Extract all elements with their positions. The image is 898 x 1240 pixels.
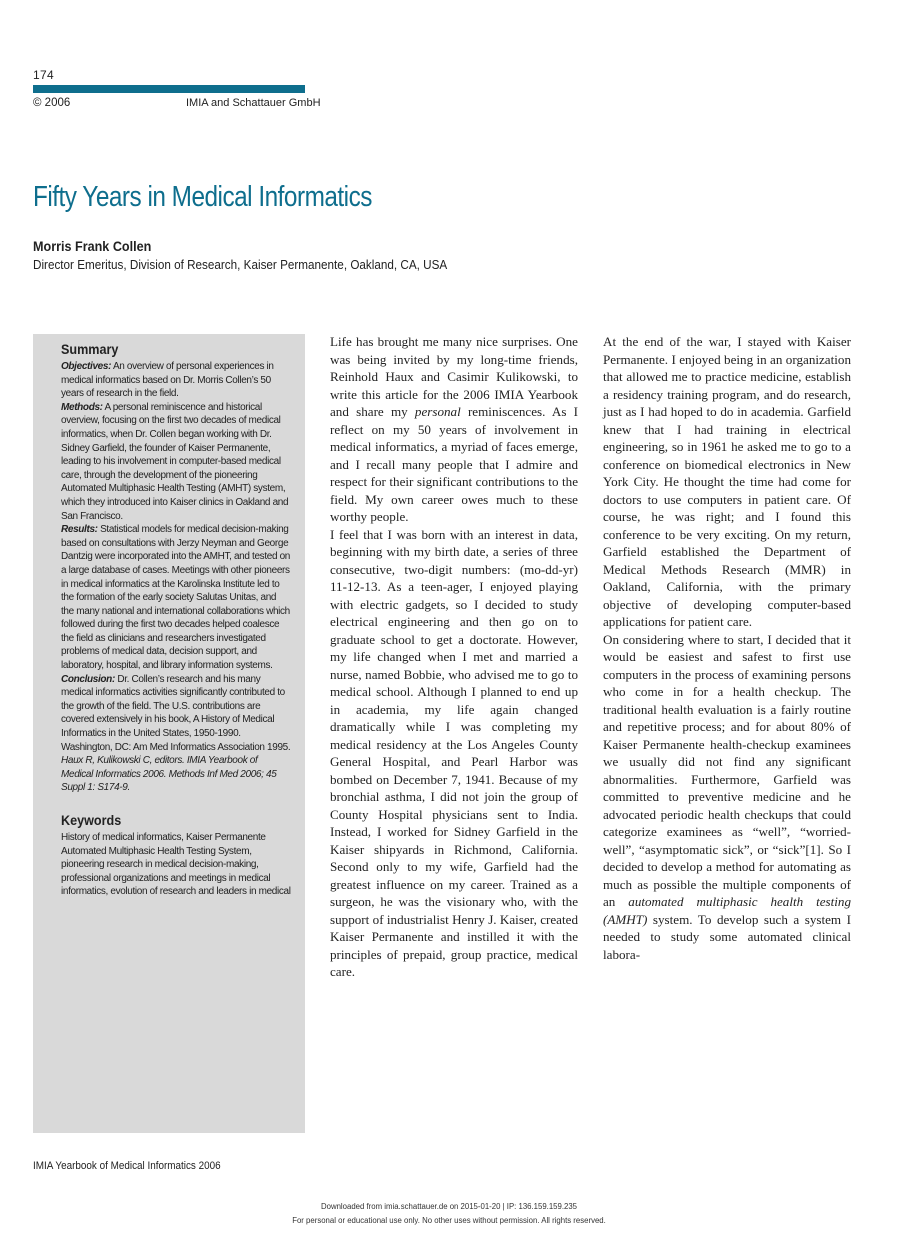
body-column-2 <box>603 333 851 963</box>
summary-sidebar <box>33 334 305 1133</box>
body-paragraph: At the end of the war, I stayed with Kaiser Permanente. I enjoyed being in an organization that allowed me to practice medicine, establish a residency training program, and do research, just as I had hoped to do in academia. Garfield knew that I had training in electrical engineering, so in 1961 he asked me to go to a conference on biomedical electronics in New York City. He thought the time had come for doctors to use computers in patient care. Of course, he was right; and I found this conference to be very exciting. On my return, Garfield established the Department of Medical Methods Research (MMR) in Oakland, California, with the primary objective of developing computer-based applications for patient care. <box>603 334 851 629</box>
journal-footer: IMIA Yearbook of Medical Informatics 2006 <box>33 1160 221 1172</box>
body-paragraph <box>603 631 851 964</box>
author-affiliation: Director Emeritus, Division of Research, Kaiser Permanente, Oakland, CA, USA <box>33 257 448 272</box>
body-column-1 <box>330 333 578 981</box>
emphasis-text: personal <box>414 404 461 419</box>
header-rule <box>33 85 305 93</box>
results-text: Statistical models for medical decision-making based on consultations with Jerzy Neyman and George Dantzig were incorporated into the AMHT, and tested on a large database of cases. Meetings with other pioneers in medical informatics at the Karolinska Institute led to the formation of the early society Salutas Unitas, and the many national and international collaborations which followed during the first two decades helped coalesce the field as clinicians and researchers investigated problems of medical data, decision support, and laboratory, hospital, and library information systems. <box>61 524 291 672</box>
copyright-notice: © 2006 <box>33 97 71 109</box>
keywords-text: History of medical informatics, Kaiser Permanente Automated Multiphasic Health Testing System, pioneering research in medical decision-making, professional organizations and meetings in medical informatics, evolution of research and leaders in medical <box>61 832 291 898</box>
rights-note: For personal or educational use only. No other uses without permission. All rights reserved. <box>292 1216 606 1225</box>
summary-results <box>61 523 291 673</box>
paragraph-text: reminiscences. As I reflect on my 50 years of involvement in medical informatics, a myriad of faces emerge, and I recall many people that I admire and respect for their significant contributions to the field. My own career owes much to these worthy people. <box>330 404 578 524</box>
body-paragraph: I feel that I was born with an interest in data, beginning with my birth date, a series of three consecutive, two-digit numbers: (mo-dd-yr) 11-12-13. As a teen-ager, I enjoyed playing with electric gadgets, so I decided to study electrical engineering and then go on to graduate school to get a doctorate. However, my life changed when I met and married a nurse, named Bobbie, who advised me to go to medical school. Although I planned to end up in academia, my life again changed dramatically while I was completing my medical residency at the Los Angeles County General Hospital, and Pearl Harbor was bombed on December 7, 1941. Because of my bronchial asthma, I did not join the group of County Hospital physicians sent to India. Instead, I worked for Sidney Garfield in the Kaiser shipyards in Richmond, California. Second only to my wife, Garfield had the greatest influence on my career. Trained as a surgeon, he was the visionary who, with the support of industrialist Henry J. Kaiser, created Kaiser Permanente and instilled it with the principles of prepaid, group practice, medical care. <box>330 526 578 979</box>
publisher-name: IMIA and Schattauer GmbH <box>186 97 321 109</box>
summary-methods <box>61 401 291 523</box>
methods-text: A personal reminiscence and historical overview, focusing on the first two decades of medical informatics, when Dr. Collen began working with Dr. Sidney Garfield, the founder of Kaiser Permanente, leading to his involvement in computer-based medical care, through the development of the pioneering Automated Multiphasic Health Testing (AMHT) system, which they introduced into Kaiser clinics in Oakland and San Francisco. <box>61 401 289 522</box>
emphasis-text: automated multiphasic health testing (AMHT) <box>603 894 851 927</box>
citation: Haux R, Kulikowski C, editors. IMIA Yearbook of Medical Informatics 2006. Methods Inf Med 2006; 45 Suppl 1: S174-9. <box>61 755 277 794</box>
summary-conclusion <box>61 673 291 755</box>
methods-label: Methods: <box>61 401 103 413</box>
download-note: Downloaded from imia.schattauer.de on 2015-01-20 | IP: 136.159.159.235 <box>320 1202 578 1211</box>
conclusion-text: Dr. Collen’s research and his many medical informatics activities significantly contributed to the growth of the field. The U.S. contributions are covered extensively in his book, A History of Medical Informatics in the United States, 1950-1990. Washington, DC: Am Med Informatics Association 1995. <box>61 673 291 753</box>
summary-objectives <box>61 360 291 401</box>
keywords-heading: Keywords <box>61 812 122 828</box>
page-number: 174 <box>33 68 54 82</box>
objectives-text: An overview of personal experiences in medical informatics based on Dr. Morris Collen’s 50 years of research in the field. <box>61 361 274 400</box>
summary-heading: Summary <box>61 341 119 357</box>
author-name: Morris Frank Collen <box>33 238 152 254</box>
paragraph-text: On considering where to start, I decided that it would be easiest and safest to first use computers in the process of examining persons who come in for a health checkup. The traditional health evaluation is a fairly routine and repetitive process; and for about 80% of Kaiser Permanente health-checkup examinees we usually did not find any significant abnormalities. Furthermore, Garfield was committed to preventive medicine and he advocated periodic health checkups that could categorize examinees as “well”, “worried-well”, “asymptomatic sick”, or “sick”[1]. So I decided to develop a method for automating as much as possible the multiple components of an <box>603 631 851 909</box>
paragraph-text: Life has brought me many nice surprises. One was being invited by my long-time friends, Reinhold Haux and Casimir Kulikowski, to write this article for the 2006 IMIA Yearbook and share my <box>330 334 578 419</box>
body-paragraph <box>330 333 578 526</box>
paragraph-text: system. To develop such a system I needed to study some automated clinical labora- <box>603 911 851 962</box>
conclusion-label: Conclusion: <box>61 673 115 685</box>
objectives-label: Objectives: <box>61 361 112 372</box>
article-title: Fifty Years in Medical Informatics <box>33 181 372 213</box>
results-label: Results: <box>61 524 98 536</box>
